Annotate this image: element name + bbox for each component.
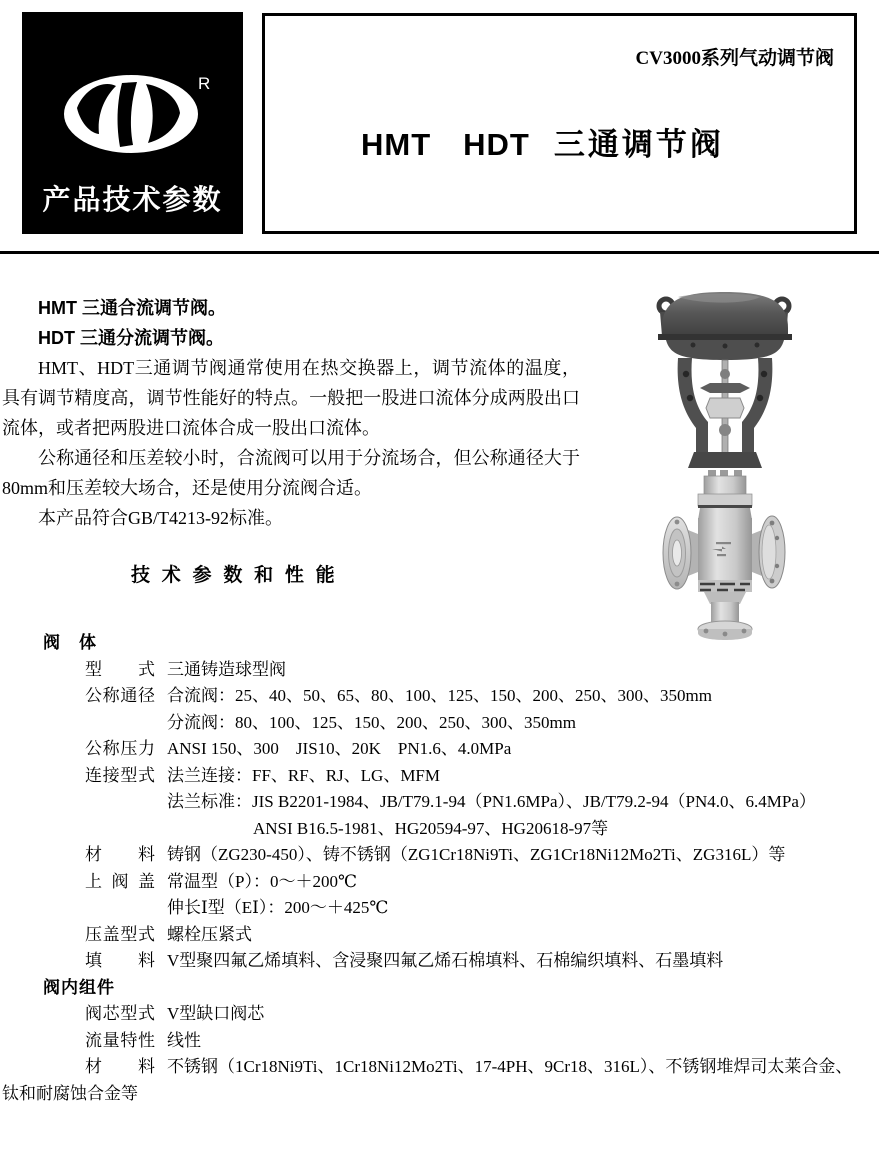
spec-row [0, 842, 879, 869]
spec-value: ANSI B16.5-1981、HG20594-97、HG20618-97等 [253, 818, 609, 838]
logo-caption: 产品技术参数 [42, 184, 223, 215]
spec-row [0, 1054, 879, 1081]
intro-bold-line: HDT 三通分流调节阀。 [38, 328, 224, 348]
title-box [262, 13, 857, 234]
spec-group-heading-valve-body: 阀 体 [43, 633, 97, 652]
spec-label: 公称压力 [85, 739, 155, 758]
registered-trademark-label: R [198, 74, 211, 93]
intro-paragraph: 公称通径和压差较小时，合流阀可以用于分流场合，但公称通径大于80mm和压差较大场合，还是使用分流阀合适。 [2, 448, 580, 498]
intro-paragraph: HMT、HDT三通调节阀通常使用在热交换器上，调节流体的温度，具有调节精度高，调节性能好的特点。一般把一股进口流体分成两股出口流体，或者把两股进口流体合成一股出口流体。 [2, 358, 580, 438]
title-latin: HMT HDT [361, 127, 530, 162]
spec-label: 阀芯型式 [85, 1004, 155, 1023]
spec-row [0, 895, 879, 922]
spec-value: 铸钢（ZG230-450）、铸不锈钢（ZG1Cr18Ni9Ti、ZG1Cr18Ni12Mo2Ti、ZG316L）等 [167, 845, 786, 864]
spec-continuation-line: 钛和耐腐蚀合金等 [2, 1083, 138, 1103]
spec-value: 三通铸造球型阀 [167, 659, 286, 679]
spec-row [0, 922, 879, 949]
spec-value: 分流阀：80、100、125、150、200、250、300、350mm [167, 712, 576, 732]
spec-value: 法兰连接：FF、RF、RJ、LG、MFM [167, 765, 441, 785]
spec-label: 公称通径 [85, 686, 155, 705]
spec-value: ANSI 150、300 JIS10、20K PN1.6、4.0MPa [167, 739, 512, 758]
intro-section [2, 293, 580, 533]
specs-section [0, 630, 879, 1107]
spec-label: 连接型式 [85, 765, 155, 785]
spec-value: 法兰标准：JIS B2201-1984、JB/T79.1-94（PN1.6MPa）、JB/T79.2-94（PN4.0、6.4MPa） [167, 792, 816, 811]
product-photo [648, 288, 800, 640]
series-label: CV3000系列气动调节阀 [635, 48, 834, 69]
spec-row [0, 1001, 879, 1028]
spec-label [85, 816, 155, 843]
spec-label [85, 710, 155, 737]
spec-label: 压盖型式 [85, 924, 155, 944]
spec-label: 型式 [85, 659, 155, 679]
spec-label: 材料 [85, 1057, 155, 1076]
spec-value: 螺栓压紧式 [167, 924, 252, 944]
spec-value: V型聚四氟乙烯填料、含浸聚四氟乙烯石棉填料、石棉编织填料、石墨填料 [167, 951, 724, 970]
spec-value: 不锈钢（1Cr18Ni9Ti、1Cr18Ni12Mo2Ti、17-4PH、9Cr18、316L）、不锈钢堆焊司太莱合金、 [167, 1057, 853, 1076]
spec-row [0, 816, 879, 843]
divider-rule [0, 251, 879, 254]
title-cjk: 三通调节阀 [553, 127, 724, 162]
intro-bold-line: HMT 三通合流调节阀。 [38, 298, 226, 318]
spec-row [0, 1028, 879, 1055]
spec-row [0, 736, 879, 763]
spec-label: 材料 [85, 845, 155, 864]
spec-row [0, 763, 879, 790]
spec-row [0, 657, 879, 684]
page-title [361, 119, 724, 164]
company-logo-box [22, 12, 243, 234]
spec-value: 合流阀：25、40、50、65、80、100、125、150、200、250、300、350mm [167, 686, 712, 705]
spec-group-heading-trim: 阀内组件 [43, 977, 115, 997]
spec-label: 填料 [85, 951, 155, 970]
spec-row [0, 948, 879, 975]
spec-row [0, 710, 879, 737]
valve-photo-illustration [648, 288, 800, 640]
intro-paragraph: 本产品符合GB/T4213-92标准。 [38, 508, 283, 528]
spec-value: 常温型（P）：0～＋200℃ [167, 871, 357, 891]
spec-label [85, 789, 155, 816]
spec-value: 伸长Ⅰ型（EⅠ）：200～＋425℃ [167, 898, 389, 917]
spec-label: 流量特性 [85, 1030, 155, 1050]
spec-row [0, 869, 879, 896]
spec-row [0, 683, 879, 710]
spec-value: V型缺口阀芯 [167, 1004, 265, 1023]
spec-label: 上阀盖 [85, 871, 155, 891]
spec-label [85, 895, 155, 922]
section-heading: 技术参数和性能 [131, 565, 347, 586]
spec-value: 线性 [167, 1030, 201, 1050]
spec-row [0, 789, 879, 816]
